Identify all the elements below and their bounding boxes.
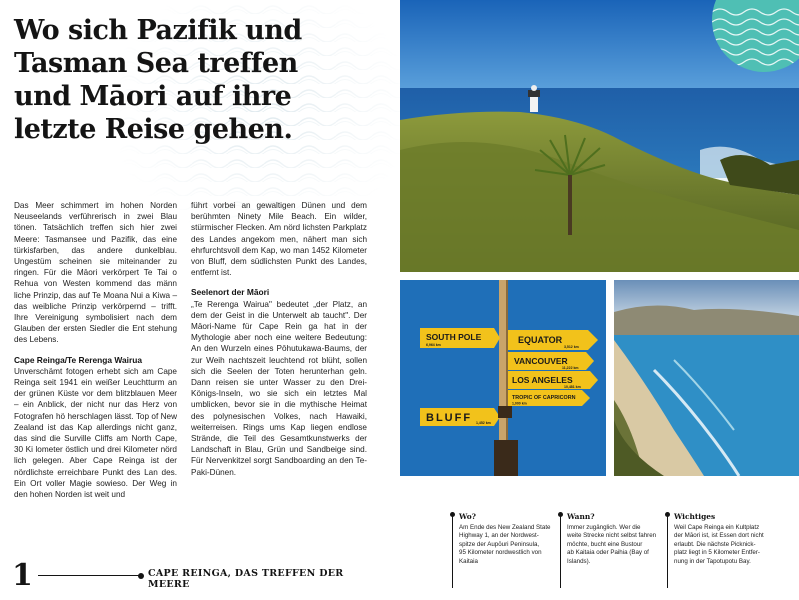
text-line: „Te Rerenga Wairua" bedeutet „der Platz, [191,299,358,309]
text-line: wilder, stürmischer Flecken. Am nörd [191,212,367,233]
text-line: stehung des Lebens. [14,324,178,345]
paragraph [191,299,367,478]
text-line: Rehua von Westen kommend das männ [14,279,177,289]
text-line: türkisfarben, das andere dunkelblau. [14,245,177,255]
text-line: men, nähert man sich ehrfurchtsvoll [191,234,367,255]
headline [14,14,394,146]
text-line: nördlichste erreichbare Punkt des Lan [14,467,158,477]
bullet-dot [665,512,670,517]
footer-chapter-title: CAPE REINGA, DAS TREFFEN DER MEERE [148,568,344,590]
info-box-text [567,524,670,566]
sign-capricorn: TROPIC OF CAPRICORN [512,395,576,401]
info-line: der Māori ist, ist Essen dort nicht [674,532,764,540]
info-line: platz liegt in 5 Kilometer Entfer- [674,549,760,557]
info-line: erlaubt. Die nächste Picknick- [674,540,756,548]
text-line: weitere Bedeutung: An den Wurzeln [191,333,367,354]
text-line: in Blau, Grün und Sandbeige sind. Für [191,445,367,466]
text-line: Meere: Tasmansee und Pazifik, das eine [14,234,177,244]
text-line: Volkes, nach Hawaiki, weiterreisen. Rings [191,411,367,432]
text-line: den Drei-Königs-Inseln, wo sie sich ein [191,378,367,399]
text-line: dem berühmten Ninety Mile Beach. Ein [191,201,367,222]
text-line: Nervenkitzel sorgt Sandboarding an den [205,456,356,466]
text-line: lichsten Parkplatz des Landes angekom [191,223,367,244]
footer-dot [138,573,144,579]
info-line: Am Ende des New Zealand State [459,524,551,531]
text-line: dem blitzblauen Meer – ein Anblick, der [14,389,177,410]
text-line: des Gesamtkunstwerks der Landschaft [191,434,368,455]
text-line: das Kap allerdings nicht ganz, das sind [14,422,177,444]
text-line: geln. Dann reisen sie unter Wasser zu [191,366,367,388]
info-box-title: Wo? [459,512,476,521]
sign-equator: EQUATOR [518,335,563,345]
headline-line: Wo sich Pazifik und [14,15,302,46]
text-line: lich gelegen. Aber Cape Reinga ist der [14,456,177,466]
text-line: nachtszeit leuchtend rot blüht, sollen [228,355,368,365]
text-line: taucht". Der Māori-Name für Cape Rein [191,310,367,332]
info-line: Islands). [567,557,591,565]
text-line: letztes Mal umblicken, bevor sie in die [191,389,367,410]
info-line: Immer zugänglich. Wer die [567,524,641,531]
text-line: trifft. Ihre Vereinigung symbolisiert nach [14,301,177,323]
text-line: Ungestüm scheinen sie miteinander zu [14,257,177,267]
info-line: Kaitaia [459,557,478,565]
info-box-title: Wichtiges [674,512,716,521]
info-line: 95 Kilometer nordwestlich von [459,549,542,557]
text-column-1 [14,200,177,500]
text-line: am Cape Reinga seit 1941 ein weißer [14,366,177,388]
bullet-dot [450,512,455,517]
text-line: tönen. Tatsächlich treffen sich hier zwei [14,223,177,233]
bullet-dot [558,512,563,517]
text-line: herschlagen lässt. Top of New Zealand ist [14,411,177,432]
info-box-title: Wann? [567,512,595,521]
text-line: Leuchtturm an der grünen Küste vor [14,378,177,399]
beach-photo [614,280,799,476]
text-line: Bluff, dem südlichsten Punkt des Landes, [208,257,368,267]
sign-bluff-distance: 1,452 km [476,421,491,425]
subheading: Seelenort der Māori [191,287,270,298]
sign-south-pole: SOUTH POLE [426,332,482,342]
info-line: nung in der Tapotupotu Bay. [674,557,751,565]
info-box-text [459,524,562,566]
sign-vancouver-distance: 11,222 km [562,366,579,370]
headline-line: Tasman Sea treffen [14,48,298,79]
text-line: Neuseelands verführerisch in zwei Blau [14,212,177,222]
text-line: liche Prinzip, das auf Te Moana Nui a Kiwa [14,290,173,300]
text-line: des. Ein Ort voller Magie sowieso. Der [14,467,178,488]
text-line: führt vorbei an gewaltigen Dünen und [191,201,352,210]
info-box-when [560,512,670,566]
sign-los-angeles-distance: 10,481 km [564,385,581,389]
text-line: – das weibliche Prinzip verkörpernd – [14,290,177,311]
info-box-text [674,524,777,566]
text-line: mythische Heimat des polynesischen [191,400,367,421]
subheading: Cape Reinga/Te Rerenga Wairua [14,354,142,365]
sign-south-pole-distance: 6,964 km [426,343,441,347]
text-line: sich die Seelen der Toten herunterhan [191,366,344,376]
info-box-where [452,512,562,566]
text-line: Unverschämt fotogen erhebt sich [14,366,143,376]
info-line: Highway 1, an der Nordwest- [459,532,539,540]
text-line: Te-Paki-Dünen. [191,456,368,477]
info-line: möchte, bucht eine Bustour [567,540,643,548]
text-line: dem Glauben der ersten Siedler die Ent [14,313,177,334]
footer-rule [38,575,140,576]
text-line: nicht nur das Herz von Fotografen hö [14,400,177,421]
info-line: spitze der Aupōuri Peninsula, [459,540,540,548]
info-line: ab Kaitaia oder Paihia (Bay of [567,549,649,557]
info-box-important [667,512,777,566]
paragraph [14,200,177,346]
headline-line: und Māori auf ihre [14,81,292,112]
sign-equator-distance: 3,512 km [564,345,579,349]
page-footer [10,558,370,593]
text-line: lometer östlich und drei Kilometer nörd [35,445,177,455]
page-number: 1 [12,558,33,593]
text-line: Das Meer schimmert im hohen Norden [14,201,177,210]
signpost-photo [400,280,606,476]
paragraph [191,200,367,278]
paragraph [14,366,177,500]
text-column-2 [191,200,367,478]
sign-los-angeles: LOS ANGELES [512,375,573,385]
info-line: Weil Cape Reinga ein Kultplatz [674,524,760,531]
text-line: entfernt ist. [191,268,232,278]
text-line: dem Kap, wo man 1452 Kilometer von [191,245,367,267]
text-line: an dem der Geist in die Unterwelt ab [191,299,367,320]
text-line: ga hat in der Mythologie aber noch eine [191,322,367,343]
text-line: ringen. Für die Māori verkörpert Te Tai o [14,268,177,278]
headline-line: letzte Reise gehen. [14,114,293,145]
text-line: Weg in den hohen Norden ist weit und [14,478,177,500]
text-line: ums Kap liegen endlose Strände, die Teil [191,422,367,444]
text-line: die Surville Cliffs am North Cape, 30 Ki [14,434,177,455]
info-line: weite Strecke nicht selbst fahren [567,532,657,540]
sign-capricorn-distance: 1,000 km [512,401,527,406]
text-line: eines Pōhutukawa-Baums, der zur Weih [191,344,367,365]
sign-vancouver: VANCOUVER [514,356,568,366]
sign-bluff: BLUFF [426,412,473,424]
